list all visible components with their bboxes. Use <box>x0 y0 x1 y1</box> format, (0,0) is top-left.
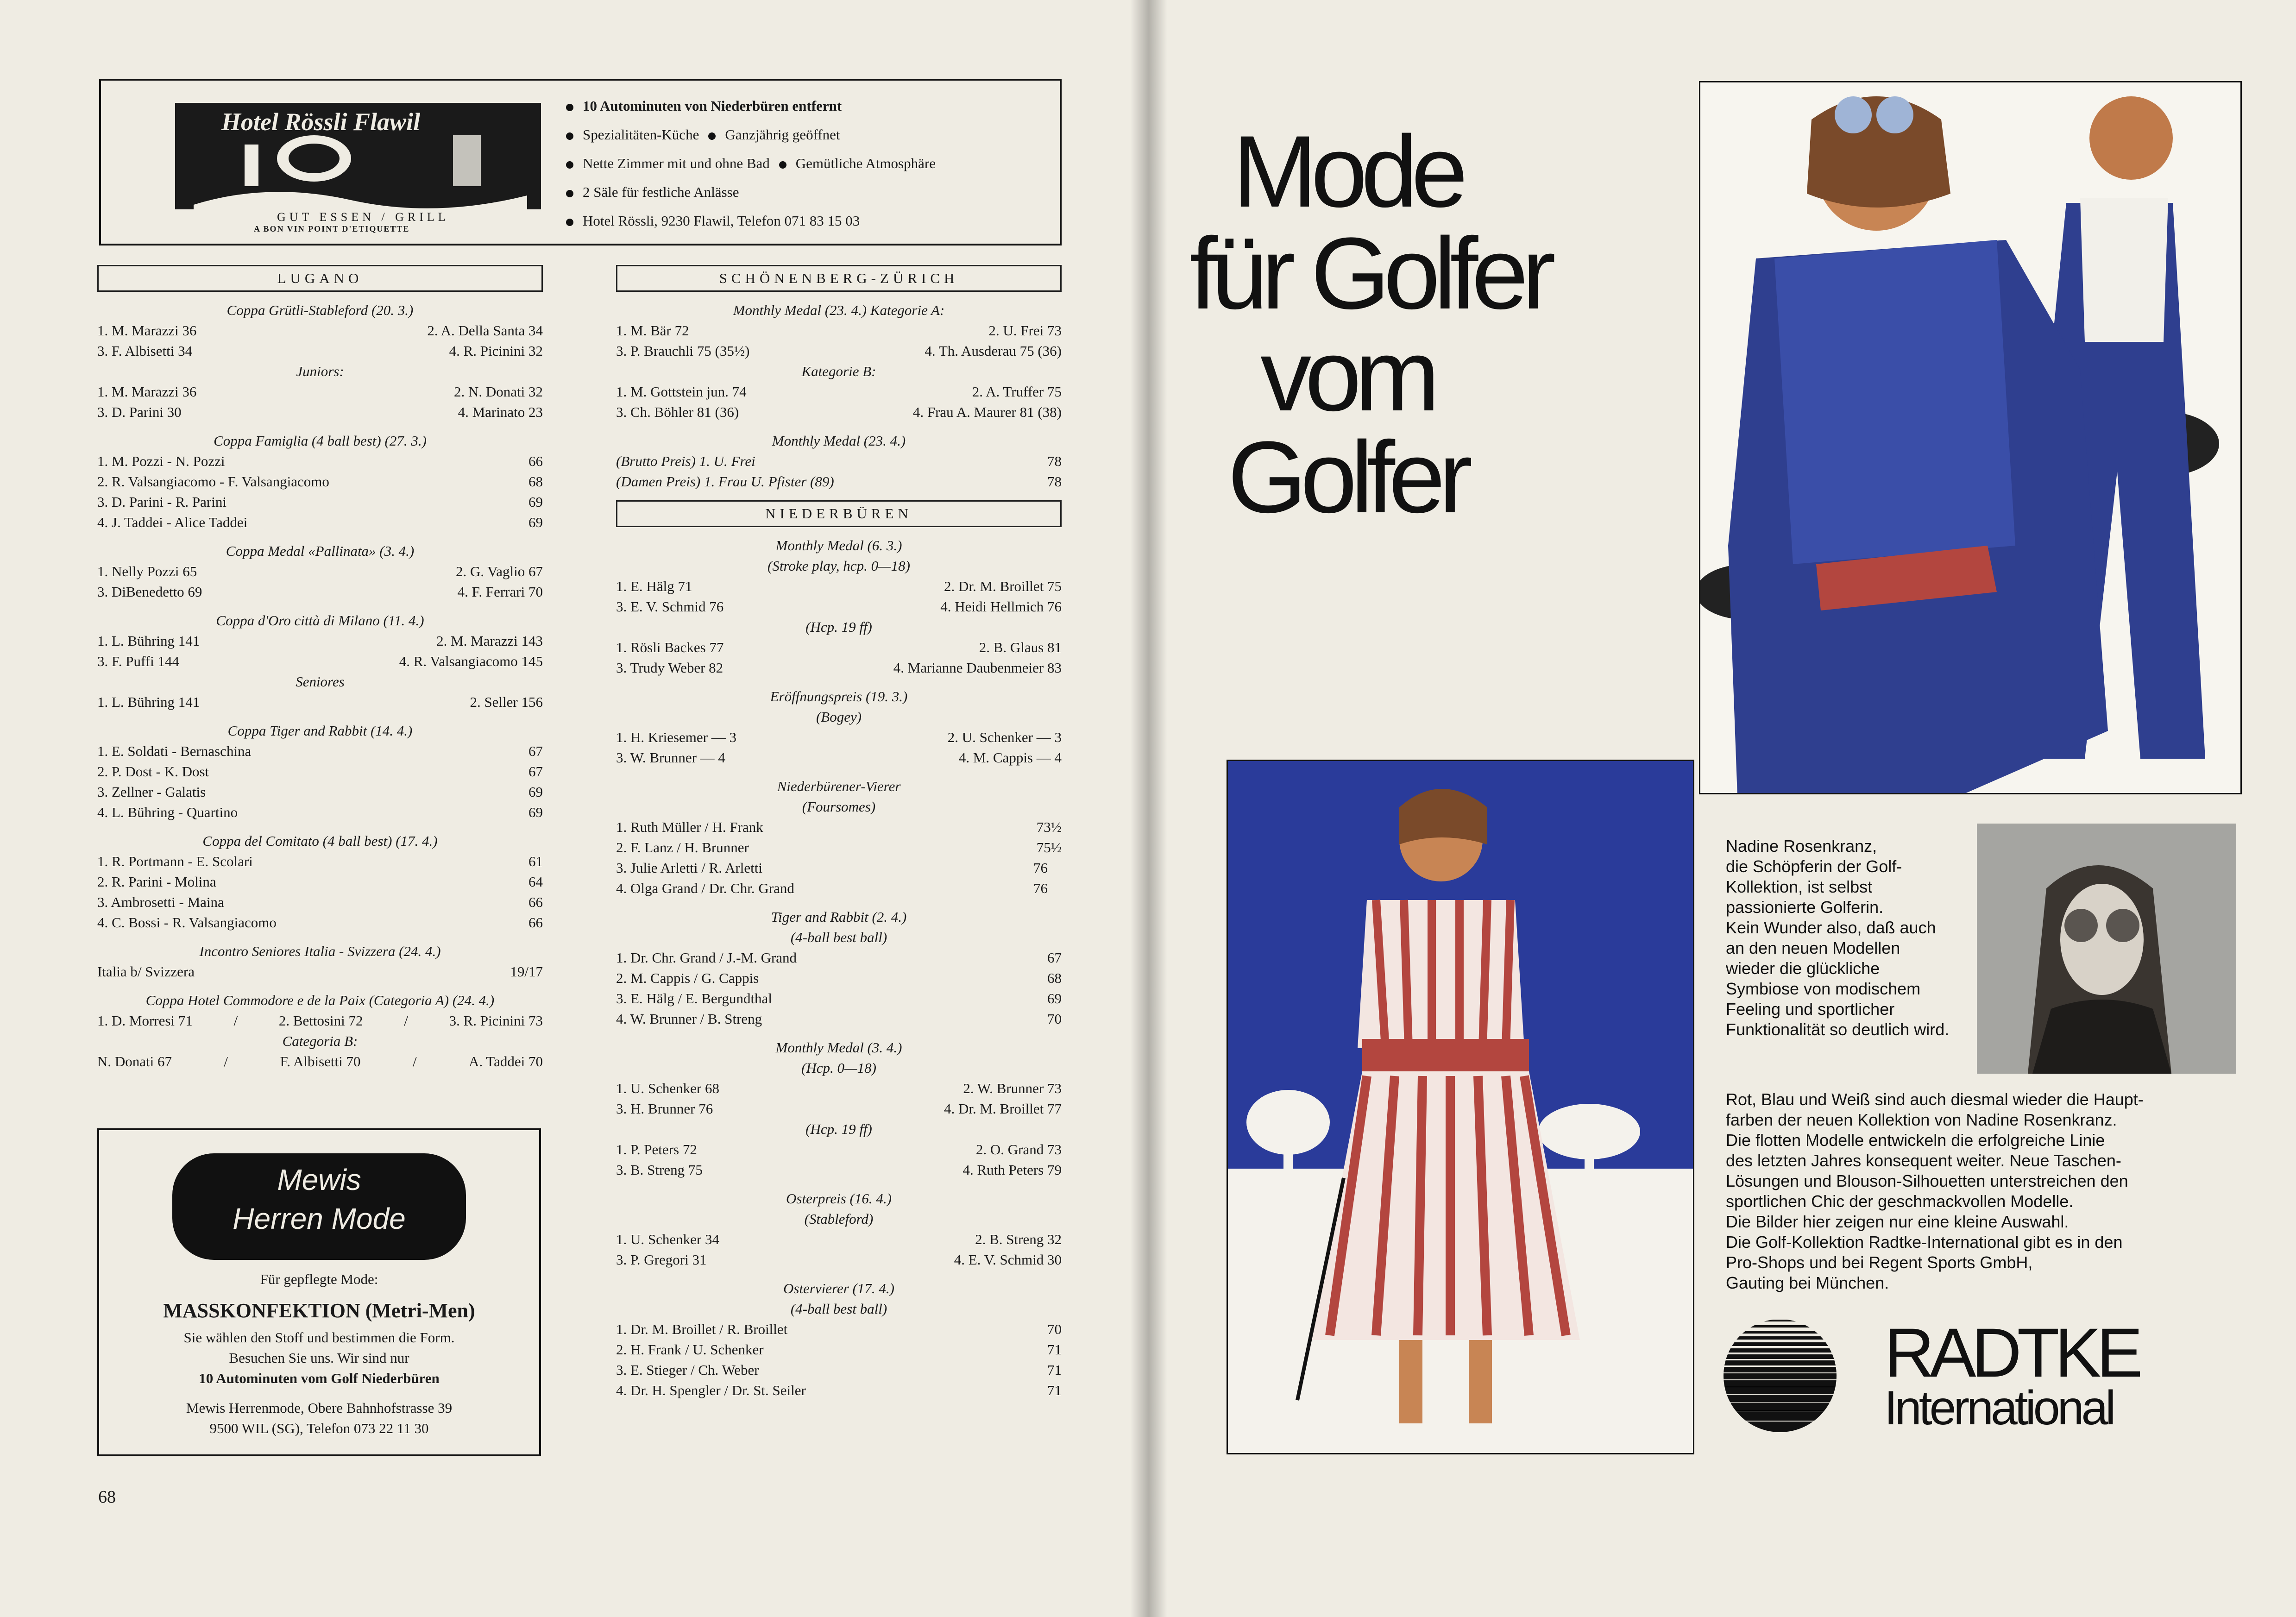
competition-title: Coppa Medal «Pallinata» (3. 4.) <box>226 543 415 559</box>
bio-line: an den neuen Modellen <box>1726 938 1900 957</box>
mewis-text <box>99 1269 539 1439</box>
result-row: 2. P. Dost - K. Dost 67 <box>97 763 543 780</box>
mewis-headline: MASSKONFEKTION (Metri-Men) <box>163 1299 475 1322</box>
result-row: 1. Dr. Chr. Grand / J.-M. Grand 67 <box>616 950 1062 966</box>
mewis-line-4: Mewis Herrenmode, Obere Bahnhofstrasse 39 <box>186 1400 453 1416</box>
competition-subtitle: (Stroke play, hcp. 0—18) <box>767 558 910 574</box>
mewis-logo <box>172 1153 466 1260</box>
result-row: 1. M. Marazzi 36 2. N. Donati 32 <box>97 384 543 400</box>
result-row: 3. P. Brauchli 75 (35½) 4. Th. Ausderau 75 (36) <box>616 343 1062 359</box>
portrait-figure <box>1977 824 2236 1074</box>
bullet-icon <box>708 132 716 140</box>
result-row: 3. Julie Arletti / R. Arletti 76 <box>616 860 1048 876</box>
competition-title: Tiger and Rabbit (2. 4.) <box>771 909 907 925</box>
result-row: 1. U. Schenker 34 2. B. Streng 32 <box>616 1231 1062 1247</box>
bullet-icon <box>566 219 573 226</box>
result-row: 3. DiBenedetto 69 4. F. Ferrari 70 <box>97 584 543 600</box>
mewis-ad <box>97 1128 541 1456</box>
result-row: (Brutto Preis) 1. U. Frei 78 <box>616 453 1062 469</box>
competition-title: Incontro Seniores Italia - Svizzera (24. 4.) <box>199 943 441 959</box>
result-row: 3. F. Puffi 144 4. R. Valsangiacomo 145 <box>97 653 543 669</box>
result-row: 1. D. Morresi 71 / 2. Bettosini 72 / 3. R. Picinini 73 <box>97 1013 543 1029</box>
radtke-brand-sub: International <box>1884 1381 2114 1435</box>
denim-fashion-illustration <box>1699 81 2242 794</box>
hotel-line-3a: Nette Zimmer mit und ohne Bad <box>583 155 770 171</box>
result-row: (Damen Preis) 1. Frau U. Pfister (89) 78 <box>616 473 1062 490</box>
competition-title: Eröffnungspreis (19. 3.) <box>770 688 908 705</box>
result-row: 2. R. Valsangiacomo - F. Valsangiacomo 68 <box>97 473 543 490</box>
result-row: 4. C. Bossi - R. Valsangiacomo 66 <box>97 914 543 931</box>
result-row: 1. M. Bär 72 2. U. Frei 73 <box>616 322 1062 339</box>
result-row: 3. D. Parini - R. Parini 69 <box>97 494 543 510</box>
body-line: sportlichen Chic der geschmackvollen Modelle. <box>1726 1192 2074 1211</box>
ad-headline <box>1189 114 1549 534</box>
result-row: 1. M. Pozzi - N. Pozzi 66 <box>97 453 543 469</box>
result-row: 3. Ch. Böhler 81 (36) 4. Frau A. Maurer 81 (38) <box>616 404 1062 420</box>
competition-title: Monthly Medal (3. 4.) <box>775 1039 902 1056</box>
bio-line: wieder die glückliche <box>1726 959 1880 978</box>
hotel-logo-sub1: GUT ESSEN / GRILL <box>277 210 449 224</box>
category-label: Kategorie B: <box>801 363 876 379</box>
result-row: Italia b/ Svizzera 19/17 <box>97 963 543 980</box>
result-row: 1. M. Gottstein jun. 74 2. A. Truffer 75 <box>616 384 1062 400</box>
result-row: 1. Dr. M. Broillet / R. Broillet 70 <box>616 1321 1062 1337</box>
mewis-logo-line1: Mewis <box>277 1163 361 1196</box>
mewis-line-5: 9500 WIL (SG), Telefon 073 22 11 30 <box>209 1420 429 1436</box>
body-line: Die Golf-Kollektion Radtke-International gibt es in den <box>1726 1233 2123 1252</box>
result-row: 3. H. Brunner 76 4. Dr. M. Broillet 77 <box>616 1101 1062 1117</box>
bio-line: passionierte Golferin. <box>1726 898 1884 917</box>
category-label: Categoria B: <box>282 1033 358 1049</box>
bio-line: Symbiose von modischem <box>1726 979 1921 998</box>
mewis-tag: Für gepflegte Mode: <box>260 1271 378 1287</box>
hotel-logo-name: Hotel Rössli Flawil <box>221 108 421 136</box>
result-row: 2. H. Frank / U. Schenker 71 <box>616 1341 1062 1358</box>
body-line: Lösungen und Blouson-Silhouetten unterstreichen den <box>1726 1171 2128 1190</box>
mewis-line-3: 10 Autominuten vom Golf Niederbüren <box>199 1370 440 1386</box>
bullet-icon <box>566 190 573 197</box>
body-line: Die flotten Modelle entwickeln die erfolgreiche Linie <box>1726 1131 2105 1150</box>
right-page <box>1148 0 2296 1617</box>
radtke-brand-name: RADTKE <box>1884 1314 2139 1391</box>
result-row: 3. F. Albisetti 34 4. R. Picinini 32 <box>97 343 543 359</box>
bullet-icon <box>566 104 573 111</box>
hotel-info <box>566 92 936 235</box>
hotel-logo <box>175 89 541 237</box>
body-line: Die Bilder hier zeigen nur eine kleine Auswahl. <box>1726 1212 2069 1231</box>
result-row: 1. M. Marazzi 36 2. A. Della Santa 34 <box>97 322 543 339</box>
ad-body-copy <box>1726 1089 2240 1293</box>
dress-figure <box>1228 761 1694 1454</box>
bio-line: Nadine Rosenkranz, <box>1726 837 1877 856</box>
headline-line-3: vom <box>1260 318 1434 432</box>
bio-line: die Schöpferin der Golf- <box>1726 857 1902 876</box>
competition-title: Coppa Tiger and Rabbit (14. 4.) <box>227 723 413 739</box>
competition-title: Coppa Grütli-Stableford (20. 3.) <box>226 302 414 318</box>
result-row: 4. W. Brunner / B. Streng 70 <box>616 1011 1062 1027</box>
result-row: 1. H. Kriesemer — 3 2. U. Schenker — 3 <box>616 729 1062 745</box>
category-label: Seniores <box>296 673 345 690</box>
competition-title: Ostervierer (17. 4.) <box>783 1280 894 1296</box>
niederbueren-header: NIEDERBÜREN <box>616 500 1062 527</box>
hotel-logo-sub2: A BON VIN POINT D'ETIQUETTE <box>254 224 410 233</box>
result-row: 3. E. V. Schmid 76 4. Heidi Hellmich 76 <box>616 598 1062 615</box>
hotel-line-5: Hotel Rössli, 9230 Flawil, Telefon 071 83 15 03 <box>583 213 860 229</box>
result-row: 4. L. Bühring - Quartino 69 <box>97 804 543 820</box>
spine-gutter <box>1130 0 1167 1617</box>
result-row: 4. Olga Grand / Dr. Chr. Grand 76 <box>616 880 1048 896</box>
hotel-line-3b: Gemütliche Atmosphäre <box>795 155 936 171</box>
competition-subtitle: (Hcp. 0—18) <box>801 1060 876 1076</box>
designer-portrait-photo <box>1977 824 2236 1074</box>
body-line: des letzten Jahres konsequent weiter. Neue Taschen- <box>1726 1151 2121 1170</box>
result-row: 3. W. Brunner — 4 4. M. Cappis — 4 <box>616 749 1062 766</box>
result-row: 3. E. Stieger / Ch. Weber 71 <box>616 1362 1062 1378</box>
result-row: 1. P. Peters 72 2. O. Grand 73 <box>616 1141 1062 1158</box>
designer-bio <box>1726 836 1994 1040</box>
competition-subtitle: (Foursomes) <box>802 799 876 815</box>
body-line: farben der neuen Kollektion von Nadine Rosenkranz. <box>1726 1110 2117 1129</box>
result-row: 3. E. Hälg / E. Bergundthal 69 <box>616 990 1062 1007</box>
competition-title: Coppa del Comitato (4 ball best) (17. 4.) <box>202 833 438 849</box>
result-row: 1. L. Bühring 141 2. M. Marazzi 143 <box>97 633 543 649</box>
result-row: 2. M. Cappis / G. Cappis 68 <box>616 970 1062 986</box>
lugano-header: LUGANO <box>97 265 543 292</box>
bio-line: Feeling und sportlicher <box>1726 1000 1895 1019</box>
headline-line-4: Golfer <box>1227 420 1466 534</box>
result-row: 3. Ambrosetti - Maina 66 <box>97 894 543 910</box>
body-line: Rot, Blau und Weiß sind auch diesmal wieder die Haupt- <box>1726 1090 2144 1109</box>
headline-line-2: für Golfer <box>1189 216 1549 330</box>
competition-title: Coppa d'Oro città di Milano (11. 4.) <box>216 612 424 629</box>
competition-subtitle: (Bogey) <box>816 709 862 725</box>
result-row: 3. B. Streng 75 4. Ruth Peters 79 <box>616 1162 1062 1178</box>
result-row: 1. Rösli Backes 77 2. B. Glaus 81 <box>616 639 1062 655</box>
hotel-roessli-ad <box>99 79 1062 245</box>
schoenenberg-column <box>616 265 1062 1401</box>
competition-subtitle: (4-ball best ball) <box>790 1301 887 1317</box>
striped-dress-illustration <box>1227 760 1694 1454</box>
competition-title: Niederbürener-Vierer <box>777 778 901 794</box>
lugano-column <box>97 265 543 1072</box>
competition-subtitle: (4-ball best ball) <box>790 929 887 945</box>
competition-title: Coppa Hotel Commodore e de la Paix (Categoria A) (24. 4.) <box>145 992 495 1008</box>
bullet-icon <box>566 161 573 169</box>
result-row: 3. Trudy Weber 82 4. Marianne Daubenmeier 83 <box>616 660 1062 676</box>
result-row: 3. Zellner - Galatis 69 <box>97 784 543 800</box>
radtke-logo <box>1722 1314 2241 1471</box>
hotel-line-2b: Ganzjährig geöffnet <box>725 126 840 143</box>
schoenenberg-header: SCHÖNENBERG-ZÜRICH <box>616 265 1062 292</box>
result-row: 4. J. Taddei - Alice Taddei 69 <box>97 514 543 530</box>
hotel-line-2a: Spezialitäten-Küche <box>583 126 699 143</box>
mewis-logo-line2: Herren Mode <box>233 1202 406 1235</box>
result-row: 1. E. Soldati - Bernaschina 67 <box>97 743 543 759</box>
bullet-icon <box>566 132 573 140</box>
bullet-icon <box>779 161 786 169</box>
competition-title: Coppa Famiglia (4 ball best) (27. 3.) <box>214 433 427 449</box>
bio-line: Kein Wunder also, daß auch <box>1726 918 1936 937</box>
result-row: N. Donati 67 / F. Albisetti 70 / A. Taddei 70 <box>97 1053 543 1070</box>
body-line: Gauting bei München. <box>1726 1273 1889 1292</box>
result-row: 2. F. Lanz / H. Brunner 75½ <box>616 839 1062 856</box>
result-row: 2. R. Parini - Molina 64 <box>97 874 543 890</box>
body-line: Pro-Shops und bei Regent Sports GmbH, <box>1726 1253 2033 1272</box>
result-row: 3. P. Gregori 31 4. E. V. Schmid 30 <box>616 1252 1062 1268</box>
bio-line: Funktionalität so deutlich wird. <box>1726 1020 1950 1039</box>
result-row: 1. E. Hälg 71 2. Dr. M. Broillet 75 <box>616 578 1062 594</box>
category-label: (Hcp. 19 ff) <box>805 619 872 635</box>
result-row: 4. Dr. H. Spengler / Dr. St. Seiler 71 <box>616 1382 1062 1398</box>
result-row: 1. U. Schenker 68 2. W. Brunner 73 <box>616 1080 1062 1096</box>
bio-line: Kollektion, ist selbst <box>1726 877 1873 896</box>
competition-title: Osterpreis (16. 4.) <box>786 1190 892 1207</box>
result-row: 1. Nelly Pozzi 65 2. G. Vaglio 67 <box>97 563 543 579</box>
competition-title: Monthly Medal (6. 3.) <box>775 537 902 554</box>
headline-line-1: Mode <box>1232 114 1462 228</box>
result-row: 1. Ruth Müller / H. Frank 73½ <box>616 819 1062 835</box>
category-label: Juniors: <box>296 363 344 379</box>
radtke-logo-mark-icon <box>1722 1318 1838 1434</box>
page-number: 68 <box>98 1487 116 1507</box>
competition-title: Monthly Medal (23. 4.) Kategorie A: <box>733 302 945 318</box>
hotel-line-1: 10 Autominuten von Niederbüren entfernt <box>583 98 842 114</box>
mewis-line-1: Sie wählen den Stoff und bestimmen die Form. <box>183 1329 455 1346</box>
competition-title: Monthly Medal (23. 4.) <box>772 433 906 449</box>
competition-subtitle: (Stableford) <box>804 1211 874 1227</box>
denim-figures <box>1700 82 2242 794</box>
result-row: 1. R. Portmann - E. Scolari 61 <box>97 853 543 869</box>
result-row: 1. L. Bühring 141 2. Seller 156 <box>97 694 543 710</box>
result-row: 3. D. Parini 30 4. Marinato 23 <box>97 404 543 420</box>
category-label: (Hcp. 19 ff) <box>805 1121 872 1137</box>
mewis-line-2: Besuchen Sie uns. Wir sind nur <box>229 1350 409 1366</box>
hotel-line-4: 2 Säle für festliche Anlässe <box>583 184 739 200</box>
